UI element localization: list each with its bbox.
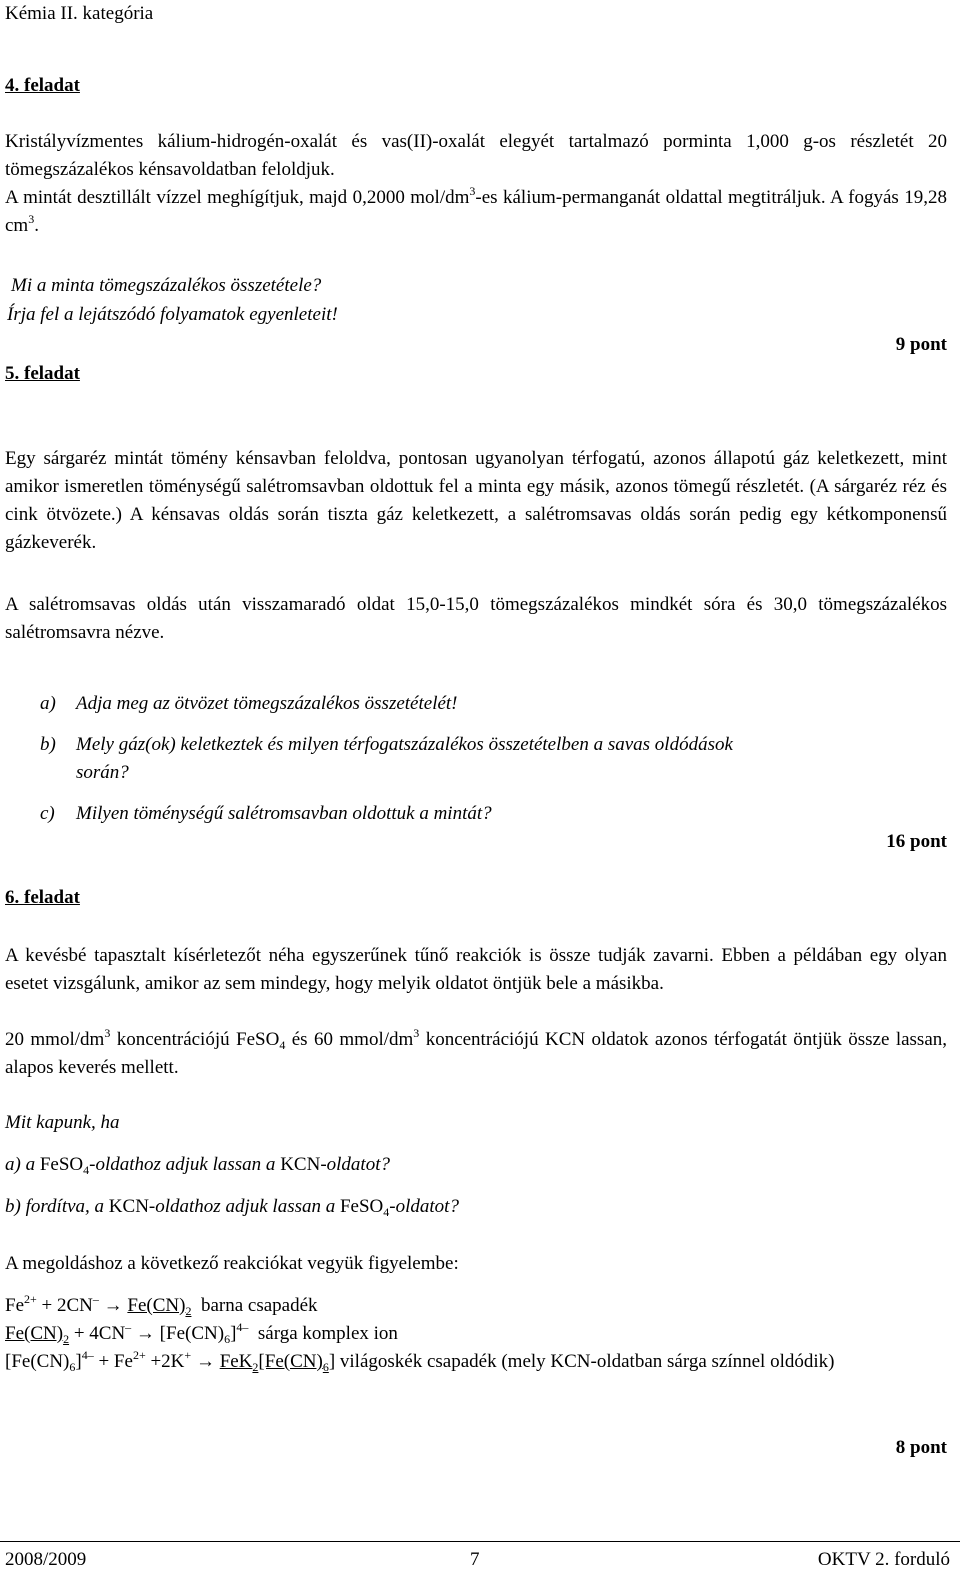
task4-points: 9 pont — [895, 334, 947, 355]
footer-year: 2008/2009 — [5, 1549, 87, 1570]
footer-round: OKTV 2. forduló — [817, 1549, 950, 1570]
task5-question-c: c) Milyen töménységű salétromsavban oldottuk a mintát? — [40, 803, 492, 824]
footer-page-number: 7 — [470, 1549, 480, 1570]
task4-paragraph-1: Kristályvízmentes kálium-hidrogén-oxalát és vas(II)-oxalát elegyét tartalmazó porminta 1,000 g-os részletét 20 tömegszázalékos kénsavoldatban feloldjuk. — [5, 131, 947, 180]
task5-paragraph-1: Egy sárgaréz mintát tömény kénsavban feloldva, pontosan ugyanolyan térfogatú, azonos állapotú gáz keletkezett, mint amikor ismeretlen töménységű salétromsavban oldottuk fel a minta egy másik, azonos tömegű részletét. (A sárgaréz réz és cink ötvözete.) A kénsavas oldás során tiszta gáz keletkezett, a salétromsavas oldás során pedig egy kétkomponensű gázkeverék. — [5, 448, 947, 553]
task4-question-1: Mi a minta tömegszázalékos összetétele? — [11, 275, 322, 296]
reaction-1: $Fe^{2+} + 2CN^- \to Fe(CN)_2$ barna csapadék — [5, 1292, 318, 1318]
task5-question-a: a) Adja meg az ötvözet tömegszázalékos összetételét! — [40, 693, 458, 714]
footer-rule — [0, 1541, 960, 1542]
task4-heading: 4. feladat — [5, 75, 80, 96]
task6-points: 8 pont — [895, 1437, 947, 1458]
task6-heading: 6. feladat — [5, 887, 80, 908]
task4-paragraph-2: A mintát desztillált vízzel meghígítjuk, majd 0,2000 mol/$dm^3-es$ kálium-permanganát oldattal megtitráljuk. A fogyás 19,28 $cm^3$. — [5, 184, 947, 236]
task5-question-b-cont: során? — [76, 762, 129, 783]
task6-intro: A megoldáshoz a következő reakciókat vegyük figyelembe: — [5, 1253, 459, 1274]
task5-heading: 5. feladat — [5, 363, 80, 384]
reaction-2: $Fe(CN)_2 + 4CN^- \to [Fe(CN)_6]^{4-}$ sárga komplex ion — [5, 1320, 398, 1346]
task6-question-a: a) a FeSO$_4$-oldathoz adjuk lassan a KCN-oldatot? — [5, 1154, 390, 1177]
reaction-3: $[Fe(CN)_6]^{4-} + Fe^{2+} +2K^+ \to FeK_2[Fe(CN)_6]$ világoskék csapadék (mely KCN-oldatban sárga színnel oldódik) — [5, 1348, 835, 1374]
task6-paragraph-2: 20 mmol/$dm^3$ koncentrációjú FeSO$_4$ és 60 mmol/$dm^3$ koncentrációjú KCN oldatok azonos térfogatát öntjük össze lassan, alapos keverés mellett. — [5, 1026, 947, 1078]
task6-question: Mit kapunk, ha — [5, 1112, 120, 1133]
header-category: Kémia II. kategória — [5, 3, 154, 24]
task6-paragraph-1: A kevésbé tapasztalt kísérletezőt néha egyszerűnek tűnő reakciók is össze tudják zavarni. Ebben a példában egy olyan esetet vizsgálunk, amikor az sem mindegy, hogy melyik oldatot öntjük bele a másikba. — [5, 945, 947, 994]
task5-question-b: b) Mely gáz(ok) keletkeztek és milyen térfogatszázalékos összetételben a savas oldódások — [40, 734, 733, 755]
task5-points: 16 pont — [886, 831, 947, 852]
task6-question-b: b) fordítva, a KCN-oldathoz adjuk lassan a FeSO$_4$-oldatot? — [5, 1196, 459, 1219]
task4-question-2: Írja fel a lejátszódó folyamatok egyenleteit! — [7, 304, 338, 325]
task5-paragraph-2: A salétromsavas oldás után visszamaradó oldat 15,0-15,0 tömegszázalékos mindkét sóra és 30,0 tömegszázalékos salétromsavra nézve. — [5, 594, 947, 643]
